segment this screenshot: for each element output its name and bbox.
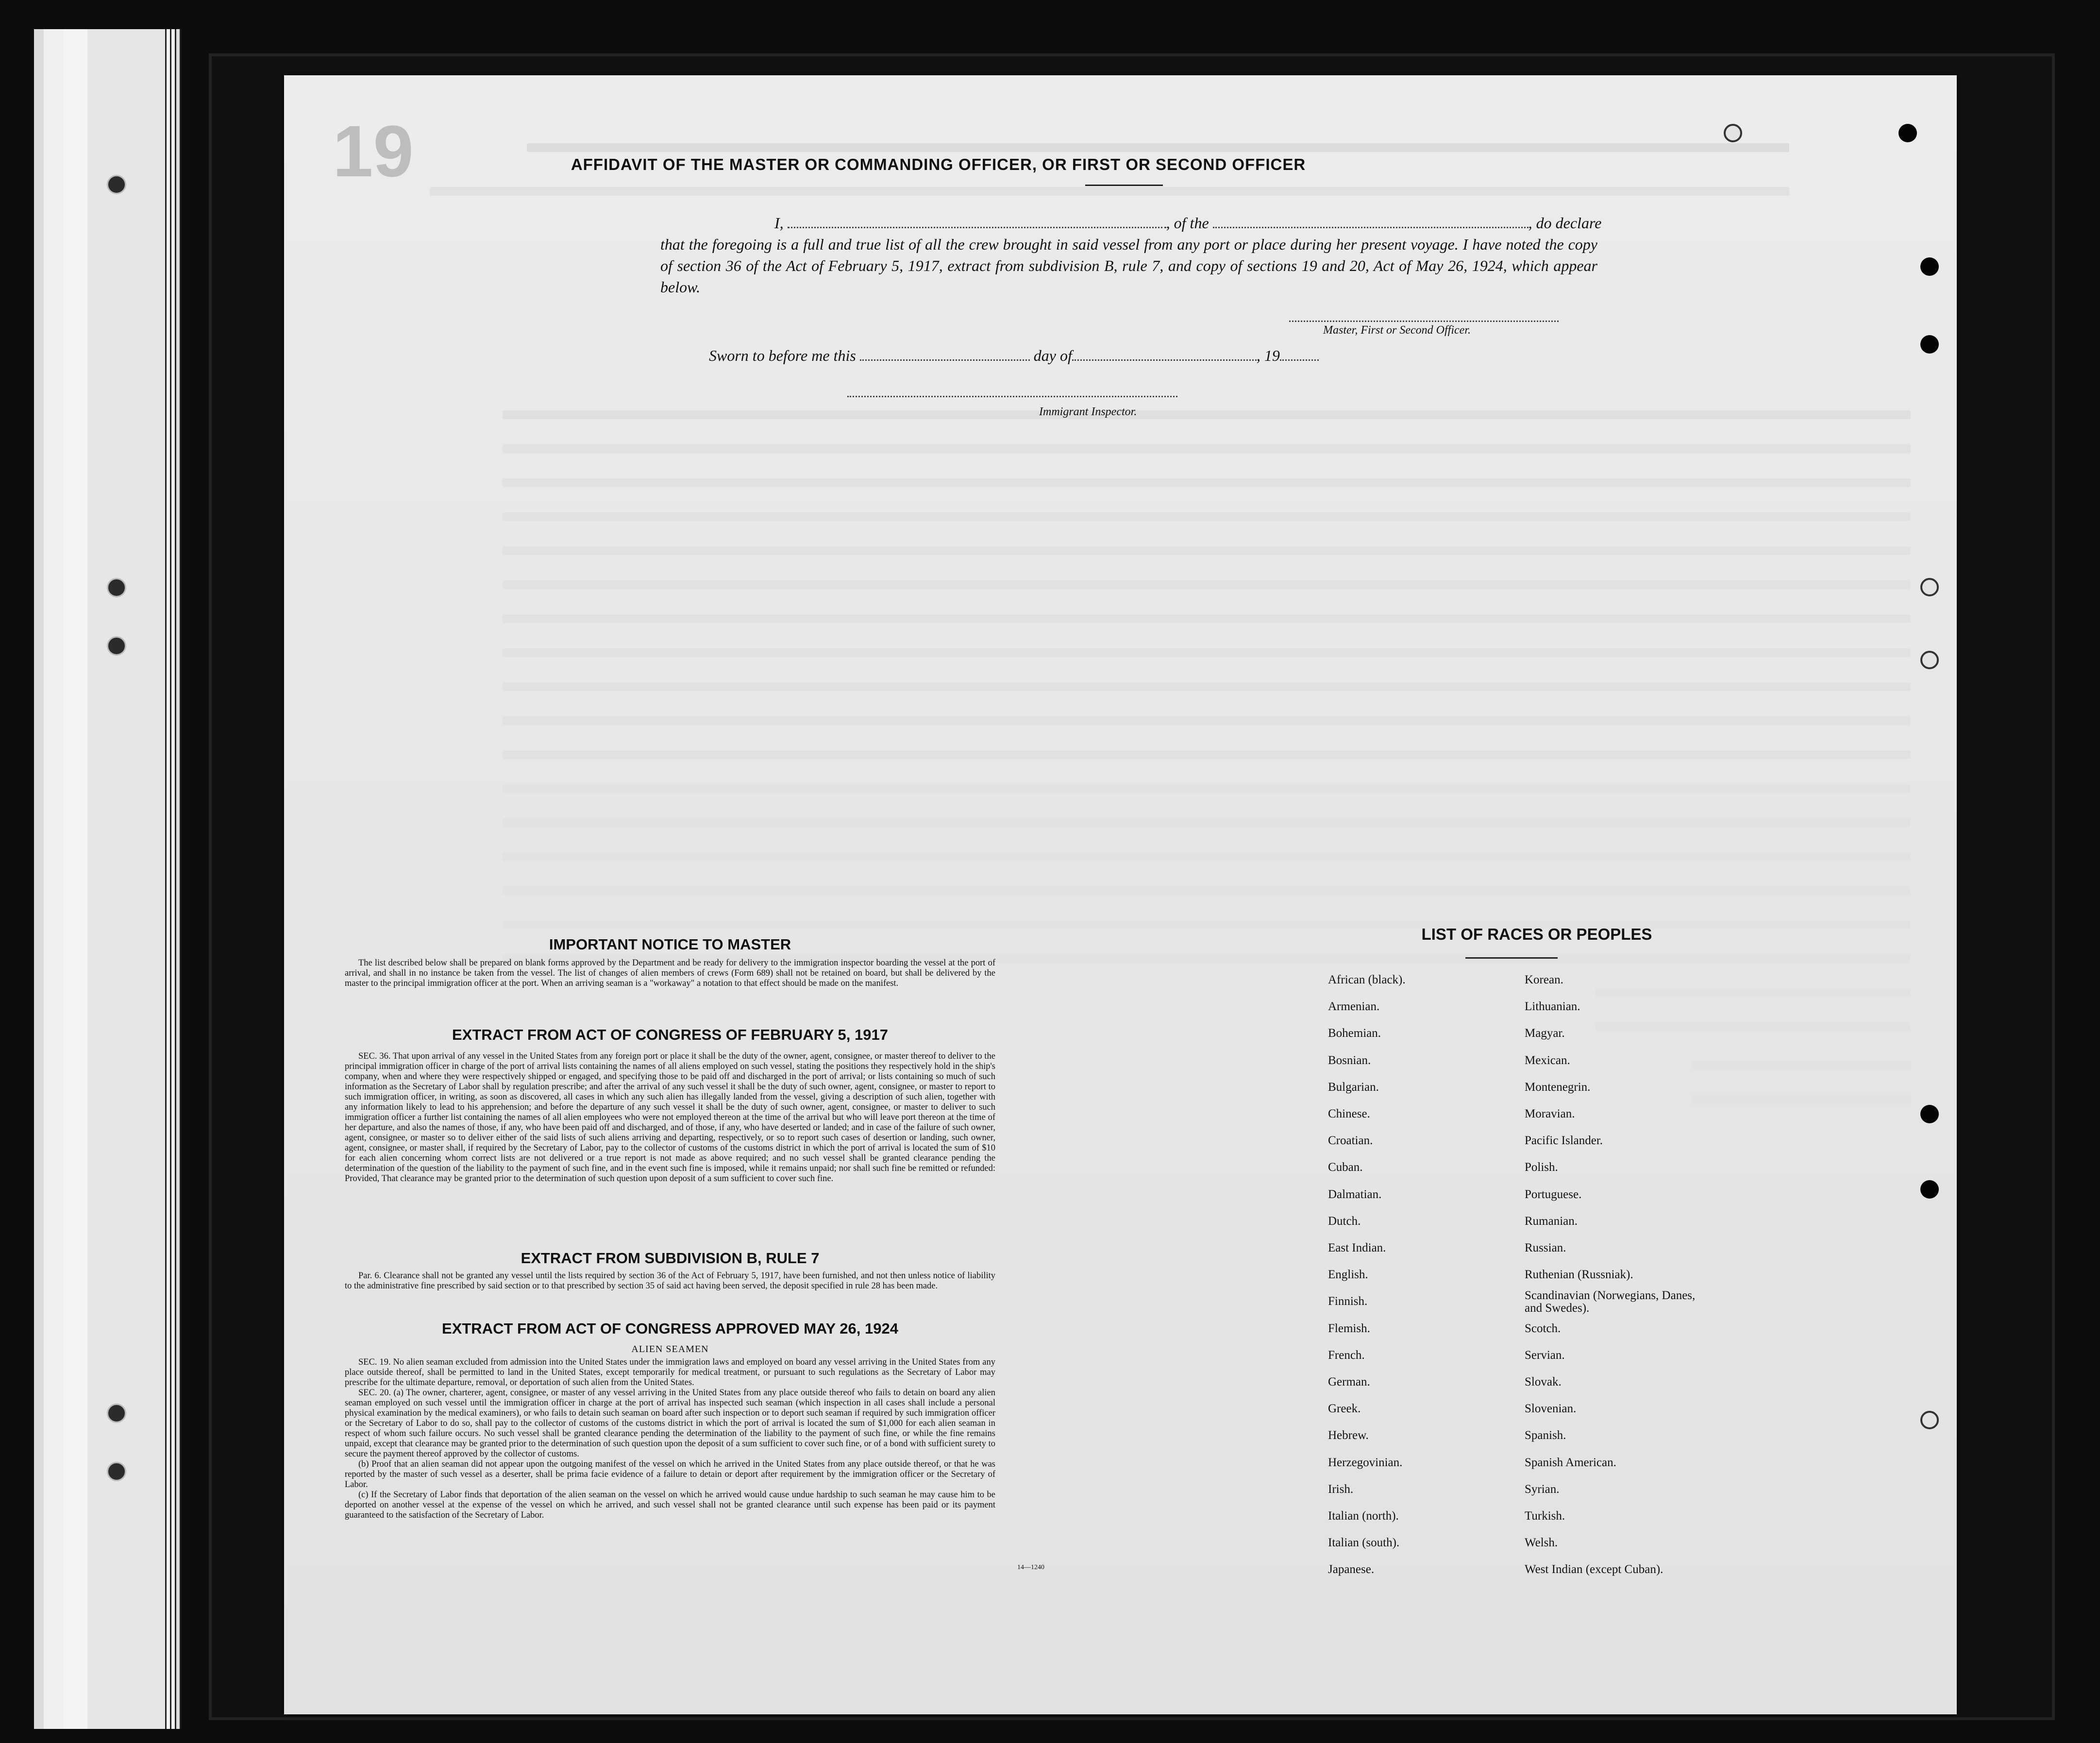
inspector-signature-field[interactable] [847, 396, 1177, 397]
manifest-page [284, 75, 1957, 1714]
race-item: African (black). [1328, 973, 1406, 986]
race-item: Ruthenian (Russniak). [1525, 1268, 1633, 1282]
notice-title: IMPORTANT NOTICE TO MASTER [549, 936, 791, 953]
race-item: Pacific Islander. [1525, 1134, 1603, 1148]
race-item: Slovenian. [1525, 1402, 1577, 1416]
sworn-date-field[interactable] [860, 349, 1030, 361]
race-item: French. [1328, 1348, 1365, 1362]
bleed-through-mark [430, 187, 1789, 196]
section-20a-paragraph: SEC. 20. (a) The owner, charterer, agent, consignee, or master of any vessel arriving in the United States from any place outside thereof who fails to detain on board any alien seaman employed on such vessel until the immigration officer in charge at the port of arrival has inspected such seaman (which inspection in all cases shall include a personal physical examination by the medical examiners), or who fails to detain such seaman on board after such inspection or to deport such seaman if required by such immigration officer or the Secretary of Labor to do so, shall pay to the collector of customs of the customs district in which the port of arrival is located the sum of $1,000 for each alien seaman in respect of whom such failure occurs. No such vessel shall be granted clearance pending the determination of the liability to the payment of such fine, or while the fine remains unpaid, except that clearance may be granted prior to the determination of such question upon the deposit of a sum sufficient to cover such fine, or of a bond with sufficient surety to secure the payment thereof approved by the collector of customs. [345, 1388, 995, 1459]
inspector-label: Immigrant Inspector. [1039, 406, 1137, 418]
bleed-through-mark [503, 818, 1911, 827]
bleed-through-mark [503, 648, 1911, 657]
extract-1924-text [345, 1357, 995, 1521]
title-rule [1085, 185, 1163, 186]
sworn-line [709, 345, 1319, 366]
race-item: Greek. [1328, 1402, 1361, 1416]
bleed-through-mark [503, 852, 1911, 861]
race-item: Hebrew. [1328, 1429, 1369, 1442]
rule7-text [345, 1271, 995, 1291]
section-19-paragraph: SEC. 19. No alien seaman excluded from admission into the United States under the immigration laws and employed on board any vessel arriving in the United States from any place outside thereof, shall be permitted to land in the United States, except temporarily for medical treatment, or pursuant to such regulations as the Secretary of Labor may prescribe for the ultimate departure, removal, or deportation of such alien from the United States. [345, 1357, 995, 1388]
race-item: German. [1328, 1375, 1370, 1388]
race-item: Herzegovinian. [1328, 1455, 1403, 1469]
notice-paragraph: The list described below shall be prepared on blank forms approved by the Department and be ready for delivery to the immigration inspector boarding the vessel at the port of arrival, and shall in no instance be taken from the vessel. The list of changes of alien members of crews (Form 689) shall not be retained on board, but shall be delivered by the master to the principal immigration officer at the port. When an arriving seaman is a "workaway" a notation to that effect should be made on the manifest. [345, 958, 995, 988]
declare-label: , do declare [1528, 214, 1602, 232]
race-item: Croatian. [1328, 1134, 1373, 1148]
bleed-through-mark [503, 546, 1911, 555]
bleed-through-mark [503, 886, 1911, 895]
bleed-through-mark [503, 716, 1911, 725]
race-item: Spanish. [1525, 1429, 1566, 1442]
affidavit-title: AFFIDAVIT OF THE MASTER OR COMMANDING OFFICER, OR FIRST OR SECOND OFFICER [571, 155, 1306, 173]
race-item: Bulgarian. [1328, 1080, 1379, 1094]
bleed-through-mark [503, 512, 1911, 521]
bleed-through-mark [503, 580, 1911, 589]
race-item: Lithuanian. [1525, 1000, 1580, 1014]
binder-hole-icon [107, 175, 126, 194]
race-item: Chinese. [1328, 1107, 1370, 1120]
par6-paragraph: Par. 6. Clearance shall not be granted any vessel until the lists required by section 36 of the Act of February 5, 1917, have been furnished, and not then unless notice of liability to the administrative fine prescribed by said section or to that prescribed by section 35 of said act having been served, the deposit specified in rule 28 has been made. [345, 1271, 995, 1291]
binder-hole-icon [107, 1404, 126, 1423]
binder-page-stack [34, 29, 194, 1729]
sworn-month-field[interactable] [1072, 349, 1257, 361]
race-item: Cuban. [1328, 1161, 1363, 1174]
day-of-label: day of [1033, 347, 1072, 364]
ring-hole-icon [1920, 651, 1939, 669]
ring-hole-icon [1920, 1411, 1939, 1429]
races-column-2 [1525, 974, 1743, 1673]
race-item: Flemish. [1328, 1321, 1370, 1335]
alien-seamen-subtitle: ALIEN SEAMEN [631, 1344, 709, 1354]
section-20b-paragraph: (b) Proof that an alien seaman did not appear upon the outgoing manifest of the vessel on which he arrived in the United States from any place outside thereof, or that he was reported by the master of such vessel as a deserter, shall be prima facie evidence of a failure to detain or deport after requirement by the immigration officer or the Secretary of Labor. [345, 1459, 995, 1489]
race-item: Bosnian. [1328, 1053, 1371, 1067]
bleed-through-mark [503, 478, 1911, 487]
binder-hole-icon [107, 578, 126, 597]
race-item: Scotch. [1525, 1321, 1561, 1335]
race-item: Servian. [1525, 1348, 1565, 1362]
races-title-rule [1465, 957, 1558, 959]
race-item: Spanish American. [1525, 1455, 1616, 1469]
bleed-through-mark [503, 682, 1911, 691]
race-item: English. [1328, 1268, 1368, 1282]
declaration-text: that the foregoing is a full and true list of all the crew brought in said vessel from any port or place during her present voyage. I have noted the copy of section 36 of the Act of February 5, 1917, extract from subdivision B, rule 7, and copy of sections 19 and 20, Act of May 26, 1924, which appear below. [660, 236, 1597, 296]
form-number: 14—1240 [1017, 1564, 1044, 1571]
extract-1917-text [345, 1051, 995, 1184]
rule7-title: EXTRACT FROM SUBDIVISION B, RULE 7 [521, 1250, 820, 1267]
race-item: Rumanian. [1525, 1214, 1578, 1228]
race-item: Scandinavian (Norwegians, Danes, and Swedes). [1525, 1289, 1696, 1315]
race-item: Dutch. [1328, 1214, 1361, 1228]
punch-hole-icon [1920, 257, 1939, 276]
punch-hole-icon [1920, 1180, 1939, 1199]
extract-1924-title: EXTRACT FROM ACT OF CONGRESS APPROVED MAY 26, 1924 [442, 1320, 898, 1337]
sworn-year-field[interactable] [1280, 349, 1319, 361]
race-item: Italian (north). [1328, 1509, 1399, 1523]
section-36-paragraph: SEC. 36. That upon arrival of any vessel in the United States from any foreign port or place it shall be the duty of the owner, agent, consignee, or master thereof to deliver to the principal immigration officer in charge of the port of arrival lists containing the names of all aliens employed on such vessel, stating the positions they respectively hold in the ship's company, when and where they were respectively shipped or engaged, and specifying those to be paid off and discharged in the port of arrival; or lists containing so much of such information as the Secretary of Labor shall by regulation prescribe; and after the arrival of any such vessel it shall be the duty of such owner, agent, consignee, or master to report to such immigration officer, in writing, as soon as discovered, all cases in which any such alien has illegally landed from the vessel, giving a description of such alien, together with any information likely to lead to his apprehension; and before the departure of any such vessel it shall be the duty of such owner, agent, consignee, or master to deliver to such immigration officer a further list containing the names of all alien employees who were not employed thereon at the time of the arrival but who will leave port thereon at the time of her departure, and also the names of those, if any, who have been paid off and discharged, and of those, if any, who have deserted or landed; and in case of the failure of such owner, agent, consignee, or master so to deliver either of the said lists of such aliens arriving and departing, respectively, or so to report such cases of desertion or landing, such owner, agent, consignee, or master shall, if required by the Secretary of Labor, pay to the collector of customs of the customs district in which the port of arrival is located the sum of $10 for each alien concerning whom correct lists are not delivered or a true report is not made as above required; and no such vessel shall be granted clearance pending the determination of the question of the liability to the payment of such fine, and in the event such fine is imposed, while it remains unpaid; nor shall such fine be remitted or refunded: Provided, That clearance may be granted prior to the determination of such question upon deposit of a sum sufficient to cover such fine. [345, 1051, 995, 1184]
race-item: Japanese. [1328, 1563, 1375, 1576]
race-item: Mexican. [1525, 1053, 1570, 1067]
vessel-of-label: , of the [1166, 214, 1209, 232]
race-item: Portuguese. [1525, 1187, 1582, 1201]
race-item: Irish. [1328, 1482, 1354, 1496]
binder-hole-icon [107, 1462, 126, 1481]
notice-text [345, 958, 995, 989]
race-item: Moravian. [1525, 1107, 1575, 1120]
declarant-label: I, [774, 214, 784, 232]
race-item: Bohemian. [1328, 1027, 1381, 1040]
race-item: Turkish. [1525, 1509, 1565, 1523]
declaration-line [721, 212, 1872, 234]
section-20c-paragraph: (c) If the Secretary of Labor finds that deportation of the alien seaman on the vessel on which he arrived would cause undue hardship to such seaman he may cause him to be deported on another vessel at the expense of the vessel on which he arrived, and such vessel shall not be granted clearance until such expense has been paid or its payment guaranteed to the satisfaction of the Secretary of Labor. [345, 1490, 995, 1520]
bleed-through-mark [503, 750, 1911, 759]
sworn-label: Sworn to before me this [709, 347, 856, 364]
race-item: Magyar. [1525, 1027, 1565, 1040]
punch-hole-icon [1920, 1105, 1939, 1123]
race-item: West Indian (except Cuban). [1525, 1563, 1663, 1576]
punch-hole-icon [1920, 335, 1939, 354]
ring-hole-icon [1724, 124, 1742, 142]
binder-hole-icon [107, 636, 126, 656]
declarant-name-field[interactable] [788, 216, 1166, 228]
race-item: Slovak. [1525, 1375, 1562, 1388]
bleed-through-mark [503, 410, 1911, 419]
ring-hole-icon [1920, 578, 1939, 596]
race-item: Montenegrin. [1525, 1080, 1591, 1094]
master-signature-label: Master, First or Second Officer. [1323, 324, 1471, 337]
race-item: Italian (south). [1328, 1536, 1400, 1550]
master-signature-field[interactable] [1289, 321, 1559, 322]
vessel-name-field[interactable] [1213, 216, 1529, 228]
bleed-through-mark [503, 614, 1911, 623]
bleed-through-number: 19 [333, 110, 414, 192]
bleed-through-mark [527, 143, 1789, 152]
race-item: Polish. [1525, 1161, 1558, 1174]
bleed-through-mark [503, 444, 1911, 453]
race-item: Syrian. [1525, 1482, 1560, 1496]
year-label: , 19 [1256, 347, 1280, 364]
bleed-through-mark [503, 784, 1911, 793]
punch-hole-icon [1898, 124, 1917, 142]
extract-1917-title: EXTRACT FROM ACT OF CONGRESS OF FEBRUARY 5, 1917 [452, 1026, 888, 1043]
race-item: Russian. [1525, 1241, 1566, 1254]
race-item: Finnish. [1328, 1295, 1368, 1308]
race-item: East Indian. [1328, 1241, 1386, 1254]
race-item: Welsh. [1525, 1536, 1558, 1550]
race-item: Dalmatian. [1328, 1187, 1382, 1201]
races-title: LIST OF RACES OR PEOPLES [1421, 925, 1652, 943]
race-item: Korean. [1525, 973, 1563, 986]
race-item: Armenian. [1328, 1000, 1380, 1014]
